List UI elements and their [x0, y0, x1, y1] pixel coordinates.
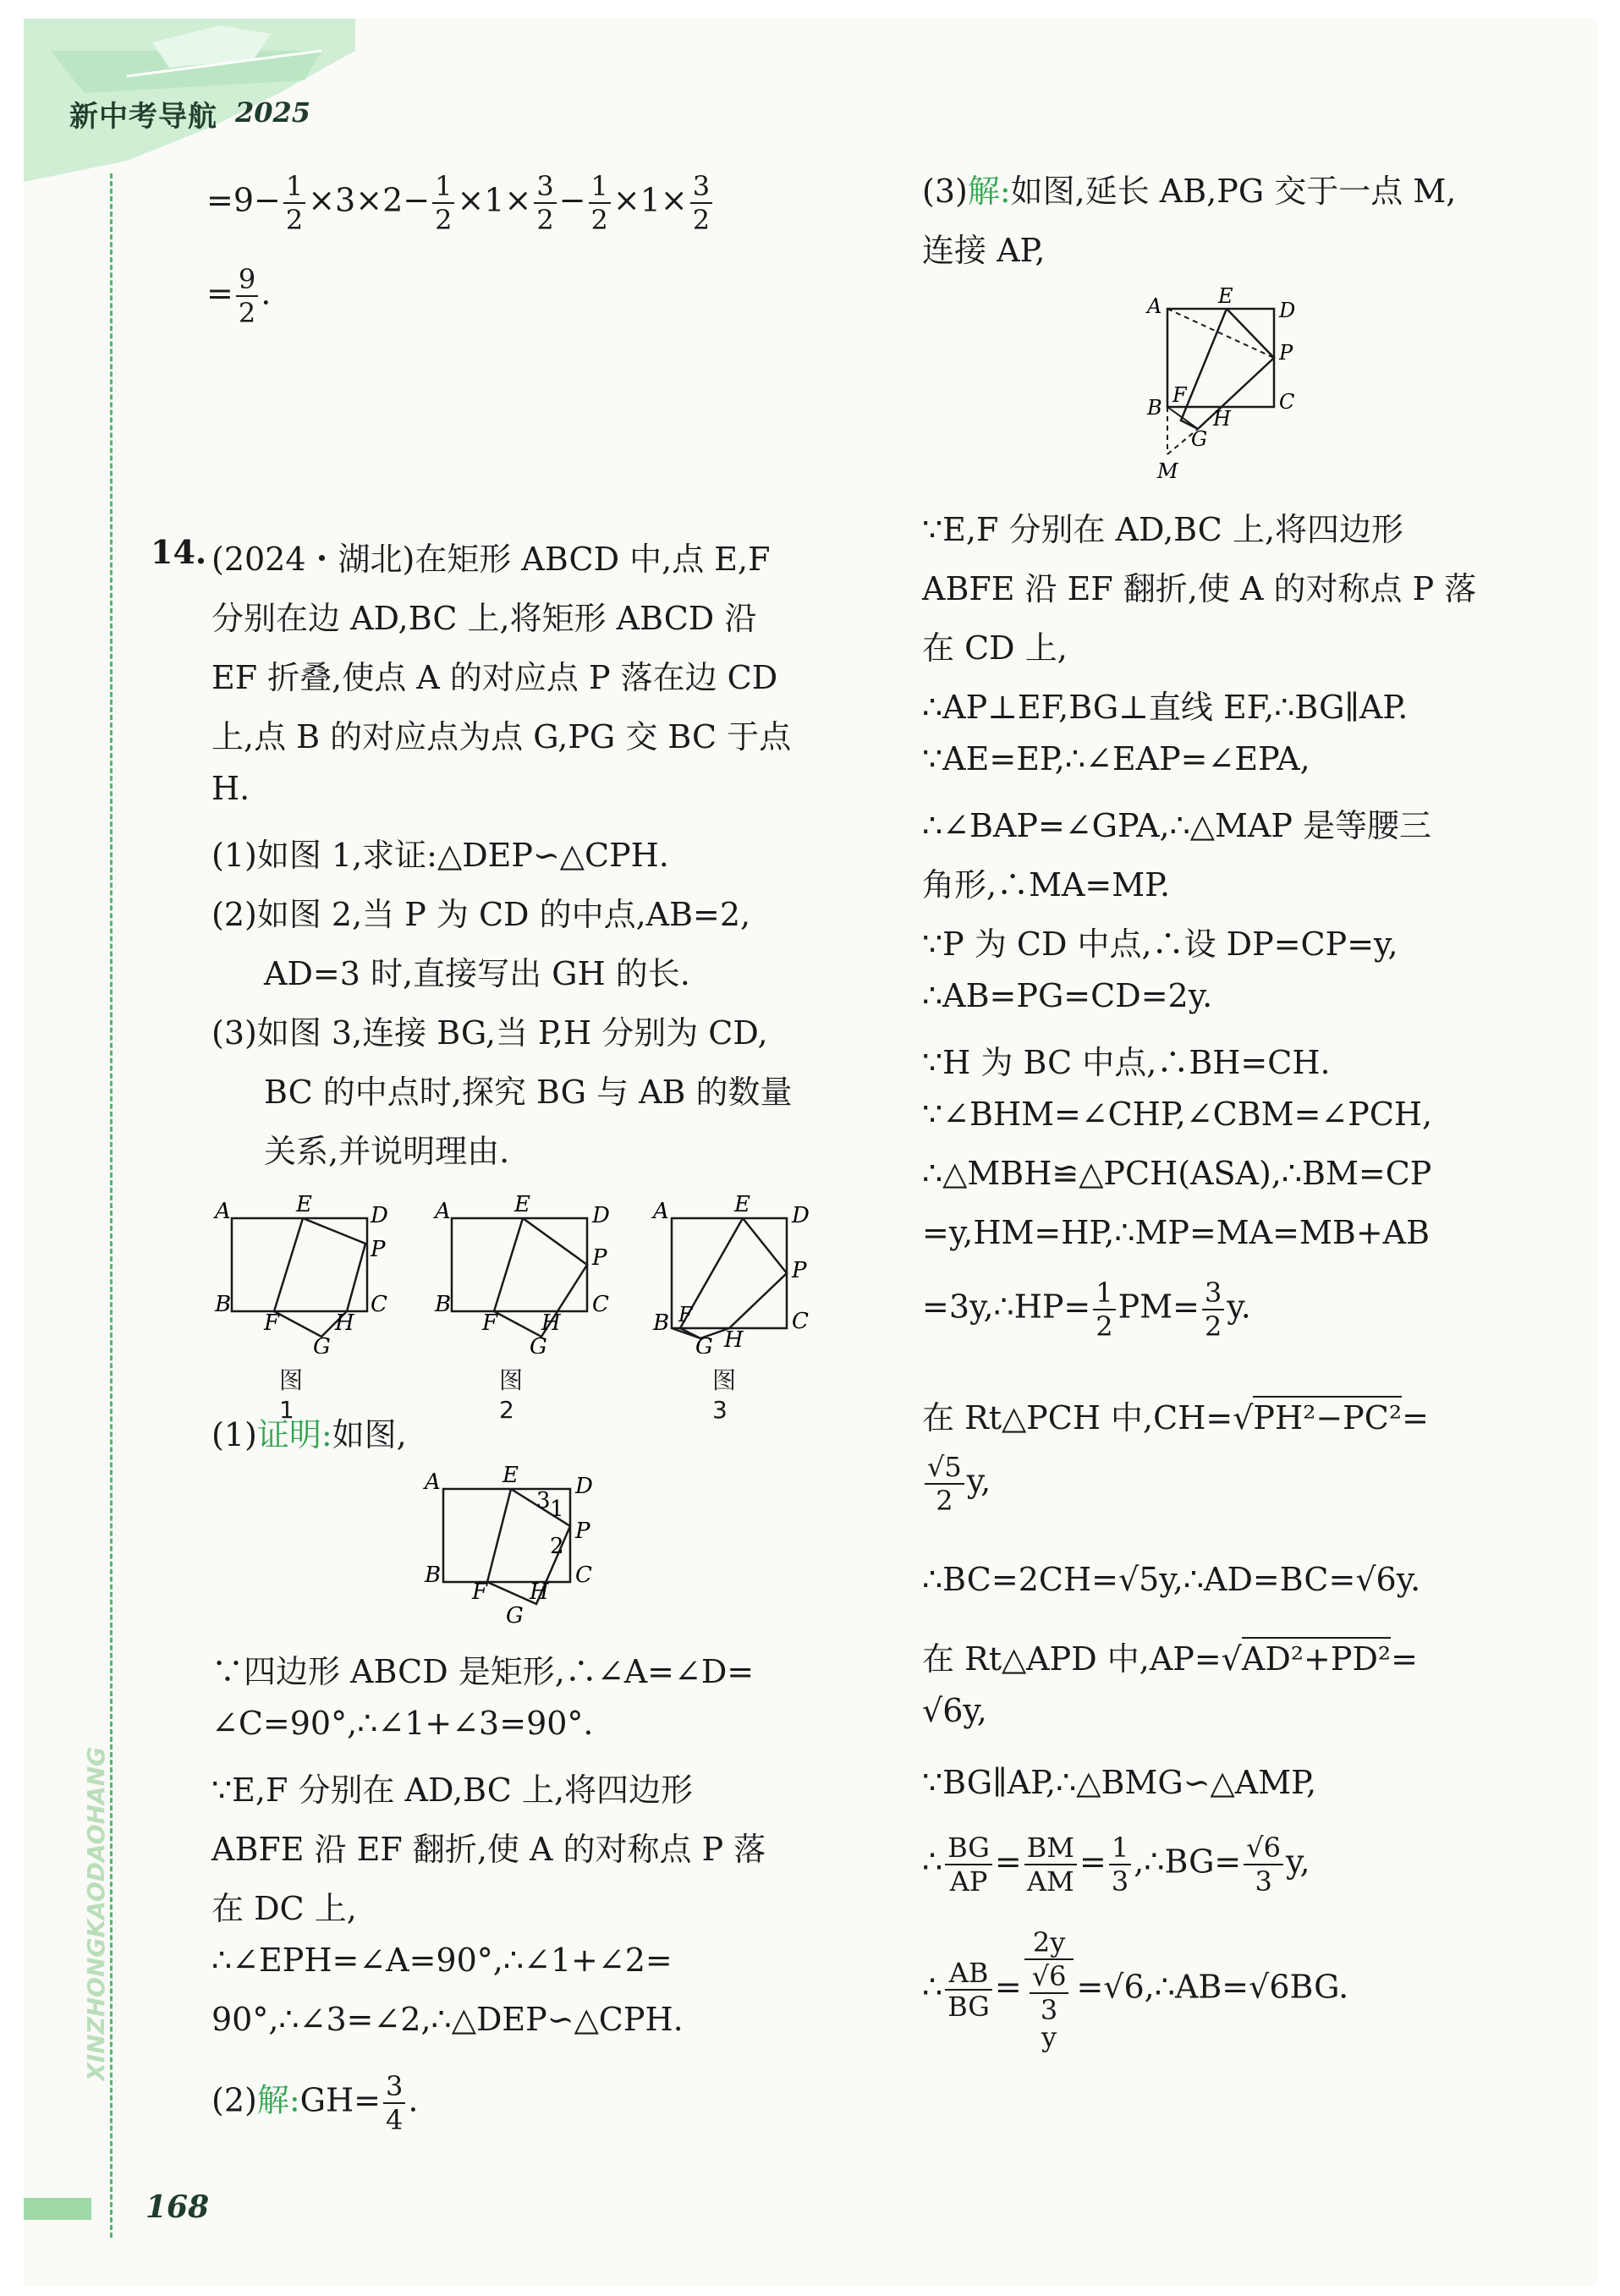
question-part-1: (1)如图 1,求证:△DEP∽△CPH.	[211, 837, 669, 874]
svg-text:B: B	[435, 1292, 452, 1317]
solution-1-line-2: ∠C=90°,∴∠1+∠3=90°.	[211, 1705, 594, 1742]
svg-text:F: F	[472, 1579, 488, 1605]
figure-1-caption: 图1	[279, 1366, 304, 1424]
angle-3-label: 3	[536, 1488, 551, 1513]
vertical-pinyin-text	[80, 1692, 114, 2081]
solution-1-header: (1)证明:如图,	[211, 1416, 407, 1453]
svg-text:D: D	[792, 1203, 810, 1228]
right-line-6: ∵AE=EP,∴∠EAP=∠EPA,	[922, 740, 1310, 777]
fig1-label-a: A	[215, 1199, 231, 1224]
figure-3	[643, 1184, 829, 1354]
svg-text:E: E	[514, 1192, 530, 1217]
right-line-13: ∴△MBH≌△PCH(ASA),∴BM=CP	[922, 1155, 1432, 1192]
solution-1-line-6: ∴∠EPH=∠A=90°,∴∠1+∠2=	[211, 1942, 673, 1979]
right-line-11: ∵H 为 BC 中点,∴BH=CH.	[922, 1044, 1331, 1081]
right-line-5: ∴AP⊥EF,BG⊥直线 EF,∴BG∥AP.	[922, 689, 1409, 726]
svg-text:F: F	[1172, 383, 1187, 407]
question-line-4: 上,点 B 的对应点为点 G,PG 交 BC 于点	[211, 718, 792, 755]
vertical-pinyin-label: XINZHONGKAODAOHANG	[82, 1746, 110, 2081]
right-line-4: 在 CD 上,	[922, 629, 1068, 667]
right-line-9: ∵P 为 CD 中点,∴设 DP=CP=y,	[922, 926, 1398, 963]
solution-2-line: (2)解:GH= $\frac{3}{4}$ .	[211, 2070, 419, 2136]
svg-text:D: D	[1279, 299, 1296, 322]
footer-bar	[24, 2198, 91, 2220]
svg-text:C: C	[575, 1563, 592, 1588]
right-line-21: ∵BG∥AP,∴△BMG∽△AMP,	[922, 1764, 1317, 1801]
svg-text:P: P	[575, 1519, 590, 1544]
right-line-2: ∵E,F 分别在 AD,BC 上,将四边形	[922, 511, 1404, 548]
right-line-3: ABFE 沿 EF 翻折,使 A 的对称点 P 落	[922, 570, 1477, 607]
question-line-3: EF 折叠,使点 A 的对应点 P 落在边 CD	[211, 659, 778, 696]
figure-2	[423, 1184, 626, 1354]
fig1-label-e: E	[296, 1192, 312, 1217]
solution-1-line-4: ABFE 沿 EF 翻折,使 A 的对称点 P 落	[211, 1831, 766, 1868]
svg-text:D: D	[575, 1474, 593, 1499]
right-line-14: =y,HM=HP,∴MP=MA=MB+AB	[922, 1214, 1431, 1251]
figure-3-caption: 图3	[712, 1366, 737, 1424]
svg-text:G: G	[530, 1334, 547, 1354]
svg-text:H: H	[541, 1310, 561, 1336]
question-part-3b: BC 的中点时,探究 BG 与 AB 的数量	[264, 1074, 793, 1111]
proof-label: 证明:	[256, 1416, 332, 1453]
question-part-2a: (2)如图 2,当 P 为 CD 的中点,AB=2,	[211, 896, 751, 933]
svg-text:F: F	[678, 1303, 693, 1327]
fig1-label-c: C	[371, 1292, 387, 1317]
right-line-18: ∴BC=2CH=√5y,∴AD=BC=√6y.	[922, 1561, 1421, 1598]
svg-text:P: P	[1279, 341, 1293, 365]
fig1-label-p: P	[371, 1237, 386, 1262]
calc-line-2: = $\frac{9}{2}$ .	[206, 263, 272, 329]
svg-text:E: E	[1218, 284, 1233, 308]
fig1-label-b: B	[215, 1292, 232, 1317]
svg-text:C: C	[792, 1309, 809, 1334]
svg-text:P: P	[792, 1258, 807, 1283]
angle-2-label: 2	[550, 1534, 564, 1559]
svg-text:D: D	[592, 1203, 610, 1228]
solution-1-line-5: 在 DC 上,	[211, 1890, 357, 1927]
right-line-7: ∴∠BAP=∠GPA,∴△MAP 是等腰三	[922, 807, 1431, 844]
solution-1-line-1: ∵四边形 ABCD 是矩形,∴∠A=∠D=	[211, 1653, 755, 1690]
svg-text:B: B	[425, 1563, 442, 1588]
svg-text:C: C	[592, 1292, 609, 1317]
right-line-19: 在 Rt△APD 中,AP=√AD²+PD²=	[922, 1633, 1418, 1679]
svg-text:B: B	[1147, 396, 1162, 420]
right-line-23: ∴ $\frac{AB}{BG}$ = 2y √6 3 y =√6,∴AB=√6BG.	[922, 1926, 1349, 2053]
question-line-5: H.	[211, 770, 250, 807]
header-title: 新中考导航	[69, 100, 217, 134]
right-line-1: 连接 AP,	[922, 232, 1046, 269]
svg-text:A: A	[435, 1199, 451, 1224]
solution-3-header: (3)解:如图,延长 AB,PG 交于一点 M,	[922, 173, 1457, 210]
page-number: 168	[146, 2189, 210, 2225]
angle-1-label: 1	[550, 1497, 564, 1522]
svg-text:B: B	[653, 1310, 670, 1336]
svg-text:H: H	[1213, 407, 1231, 431]
question-number: 14.	[151, 533, 207, 571]
svg-text:A: A	[425, 1469, 441, 1495]
fig1-label-h: H	[335, 1310, 354, 1336]
right-line-22: ∴ $\frac{BG}{AP}$ = $\frac{BM}{AM}$ = $\frac{1}{3}$ ,∴BG= $\frac{√6}{3}$ y,	[922, 1832, 1310, 1898]
svg-text:A: A	[1147, 294, 1162, 318]
question-line-2: 分别在边 AD,BC 上,将矩形 ABCD 沿	[211, 600, 757, 637]
solution-2-label: 解:	[256, 2081, 300, 2119]
right-line-17: $\frac{√5}{2}$ y,	[922, 1453, 991, 1514]
figure-2-caption: 图2	[499, 1366, 524, 1424]
right-line-20: √6y,	[922, 1692, 987, 1729]
question-part-3a: (3)如图 3,连接 BG,当 P,H 分别为 CD,	[211, 1014, 768, 1052]
figure-1	[203, 1184, 406, 1354]
svg-text:H: H	[724, 1327, 744, 1353]
solution-3-figure	[1125, 275, 1328, 486]
solution-1-line-3: ∵E,F 分别在 AD,BC 上,将四边形	[211, 1771, 694, 1809]
right-line-15: =3y,∴HP= $\frac{1}{2}$ PM= $\frac{3}{2}$ y.	[922, 1277, 1251, 1343]
fig1-label-d: D	[371, 1203, 388, 1228]
svg-text:H: H	[530, 1579, 549, 1605]
right-line-12: ∵∠BHM=∠CHP,∠CBM=∠PCH,	[922, 1096, 1433, 1133]
svg-text:G: G	[506, 1603, 524, 1624]
svg-text:E: E	[502, 1463, 519, 1488]
right-line-8: 角形,∴MA=MP.	[922, 866, 1171, 904]
question-line-1: (2024・湖北)在矩形 ABCD 中,点 E,F	[211, 541, 771, 578]
svg-text:E: E	[734, 1192, 750, 1217]
header-year: 2025	[235, 96, 311, 129]
right-line-10: ∴AB=PG=CD=2y.	[922, 977, 1213, 1014]
fig1-label-g: G	[313, 1334, 331, 1354]
svg-text:M: M	[1157, 459, 1178, 483]
fig1-label-f: F	[264, 1310, 280, 1336]
calc-line-1: =9− $\frac{1}{2}$ ×3×2− $\frac{1}{2}$ ×1× $\frac{3}{2}$ − $\frac{1}{2}$ ×1× $\frac{3}{2}$	[206, 173, 715, 233]
question-part-2b: AD=3 时,直接写出 GH 的长.	[264, 955, 690, 992]
svg-text:P: P	[592, 1245, 607, 1271]
solution-1-figure	[415, 1455, 609, 1624]
question-part-3c: 关系,并说明理由.	[264, 1133, 510, 1170]
solution-3-label: 解:	[967, 173, 1011, 210]
svg-text:F: F	[482, 1310, 498, 1336]
svg-text:G: G	[1191, 427, 1208, 451]
right-line-16: 在 Rt△PCH 中,CH=√PH²−PC²=	[922, 1392, 1429, 1438]
svg-text:A: A	[653, 1199, 669, 1224]
svg-text:G: G	[695, 1334, 713, 1354]
svg-text:C: C	[1279, 390, 1295, 414]
solution-1-line-7: 90°,∴∠3=∠2,∴△DEP∽△CPH.	[211, 2001, 684, 2038]
